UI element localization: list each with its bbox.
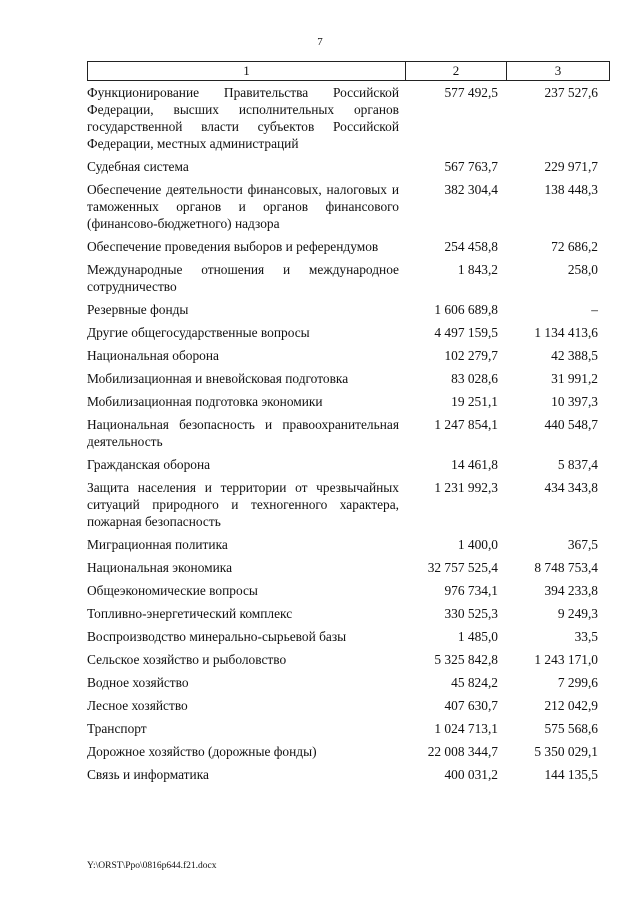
row-label: Миграционная политика <box>87 537 228 552</box>
row-value-col-3: 440 548,7 <box>544 417 598 432</box>
table-row <box>87 347 610 364</box>
table-row <box>87 324 610 341</box>
row-label: Лесное хозяйство <box>87 698 188 713</box>
row-value-col-3: 9 249,3 <box>557 606 598 621</box>
budget-table <box>87 61 610 789</box>
row-label: Воспроизводство минерально-сырьевой базы <box>87 629 347 644</box>
table-row <box>87 84 610 152</box>
row-label: Защита населения и территории от чрезвычайных ситуаций природного и техногенного характера, пожарная безопасность <box>87 480 399 529</box>
row-value-col-2: 577 492,5 <box>444 85 498 100</box>
row-value-col-2: 1 400,0 <box>457 537 498 552</box>
table-row <box>87 158 610 175</box>
row-value-col-2: 1 024 713,1 <box>434 721 498 736</box>
file-path-footer: Y:\ORST\Ppo\0816p644.f21.docx <box>87 861 217 871</box>
row-label: Судебная система <box>87 159 189 174</box>
row-value-col-3: 212 042,9 <box>544 698 598 713</box>
row-value-col-3: 575 568,6 <box>544 721 598 736</box>
row-value-col-3: 367,5 <box>567 537 598 552</box>
row-value-col-2: 22 008 344,7 <box>427 744 498 759</box>
row-value-col-2: 102 279,7 <box>444 348 498 363</box>
row-label: Мобилизационная подготовка экономики <box>87 394 323 409</box>
table-row <box>87 766 610 783</box>
row-label: Топливно-энергетический комплекс <box>87 606 293 621</box>
row-label: Обеспечение деятельности финансовых, налоговых и таможенных органов и органов финансового (финансово-бюджетного) надзора <box>87 182 399 231</box>
row-value-col-3: 1 243 171,0 <box>534 652 598 667</box>
row-label: Национальная оборона <box>87 348 219 363</box>
row-value-col-3: – <box>591 302 598 317</box>
row-value-col-3: 394 233,8 <box>544 583 598 598</box>
row-label: Сельское хозяйство и рыболовство <box>87 652 287 667</box>
table-row <box>87 181 610 232</box>
row-value-col-2: 382 304,4 <box>444 182 498 197</box>
table-row <box>87 605 610 622</box>
row-label: Мобилизационная и вневойсковая подготовка <box>87 371 349 386</box>
table-row <box>87 393 610 410</box>
table-row <box>87 456 610 473</box>
row-label: Гражданская оборона <box>87 457 211 472</box>
row-value-col-2: 5 325 842,8 <box>434 652 498 667</box>
row-label: Международные отношения и международное сотрудничество <box>87 262 399 294</box>
header-col-1: 1 <box>88 62 406 80</box>
table-row <box>87 416 610 450</box>
row-value-col-2: 1 247 854,1 <box>434 417 498 432</box>
row-value-col-3: 10 397,3 <box>551 394 598 409</box>
table-row <box>87 582 610 599</box>
row-label: Транспорт <box>87 721 147 736</box>
table-row <box>87 720 610 737</box>
table-row <box>87 536 610 553</box>
header-col-2: 2 <box>406 62 507 80</box>
row-value-col-3: 5 350 029,1 <box>534 744 598 759</box>
row-value-col-2: 14 461,8 <box>451 457 498 472</box>
row-label: Водное хозяйство <box>87 675 189 690</box>
row-value-col-2: 330 525,3 <box>444 606 498 621</box>
table-row <box>87 674 610 691</box>
table-header-row <box>87 61 610 81</box>
row-value-col-3: 5 837,4 <box>557 457 598 472</box>
row-label: Связь и информатика <box>87 767 209 782</box>
table-row <box>87 301 610 318</box>
table-row <box>87 697 610 714</box>
page-number: 7 <box>317 36 323 48</box>
row-value-col-2: 4 497 159,5 <box>434 325 498 340</box>
row-label: Дорожное хозяйство (дорожные фонды) <box>87 744 317 759</box>
row-label: Функционирование Правительства Российской Федерации, высших исполнительных органов государственной власти субъектов Российской Федерации, местных администраций <box>87 85 399 151</box>
row-value-col-3: 138 448,3 <box>544 182 598 197</box>
row-value-col-2: 83 028,6 <box>451 371 498 386</box>
table-row <box>87 261 610 295</box>
row-label: Резервные фонды <box>87 302 189 317</box>
row-value-col-2: 1 606 689,8 <box>434 302 498 317</box>
row-value-col-2: 976 734,1 <box>444 583 498 598</box>
table-row <box>87 628 610 645</box>
row-value-col-2: 1 843,2 <box>457 262 498 277</box>
row-value-col-3: 31 991,2 <box>551 371 598 386</box>
table-body <box>87 84 610 783</box>
row-value-col-2: 32 757 525,4 <box>427 560 498 575</box>
row-value-col-3: 8 748 753,4 <box>534 560 598 575</box>
row-value-col-3: 258,0 <box>567 262 598 277</box>
row-label: Общеэкономические вопросы <box>87 583 258 598</box>
row-value-col-2: 1 231 992,3 <box>434 480 498 495</box>
table-row <box>87 651 610 668</box>
row-value-col-3: 72 686,2 <box>551 239 598 254</box>
row-value-col-3: 144 135,5 <box>544 767 598 782</box>
row-value-col-2: 19 251,1 <box>451 394 498 409</box>
header-col-3: 3 <box>554 63 562 78</box>
row-value-col-2: 45 824,2 <box>451 675 498 690</box>
row-label: Другие общегосударственные вопросы <box>87 325 310 340</box>
row-value-col-2: 567 763,7 <box>444 159 498 174</box>
table-row <box>87 370 610 387</box>
table-row <box>87 238 610 255</box>
row-value-col-3: 7 299,6 <box>557 675 598 690</box>
row-value-col-3: 1 134 413,6 <box>534 325 598 340</box>
row-label: Национальная экономика <box>87 560 233 575</box>
row-value-col-3: 434 343,8 <box>544 480 598 495</box>
table-row <box>87 479 610 530</box>
row-value-col-3: 42 388,5 <box>551 348 598 363</box>
row-value-col-2: 254 458,8 <box>444 239 498 254</box>
row-value-col-3: 237 527,6 <box>544 85 598 100</box>
row-label: Обеспечение проведения выборов и референдумов <box>87 239 379 254</box>
table-row <box>87 559 610 576</box>
row-value-col-2: 407 630,7 <box>444 698 498 713</box>
row-value-col-3: 33,5 <box>574 629 598 644</box>
row-value-col-2: 1 485,0 <box>457 629 498 644</box>
row-value-col-3: 229 971,7 <box>544 159 598 174</box>
table-row <box>87 743 610 760</box>
row-value-col-2: 400 031,2 <box>444 767 498 782</box>
row-label: Национальная безопасность и правоохранительная деятельность <box>87 417 399 449</box>
